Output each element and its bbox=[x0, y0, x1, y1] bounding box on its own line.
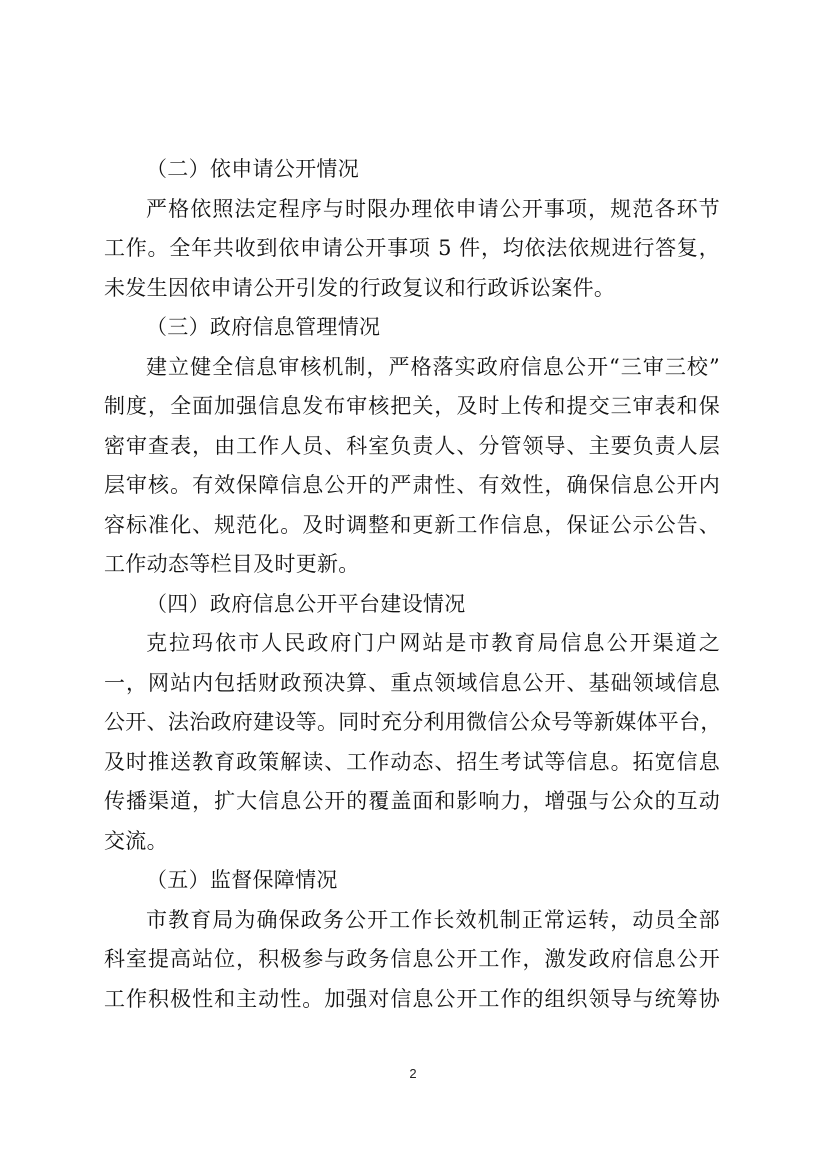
paragraph-line: 容标准化、规范化。及时调整和更新工作信息，保证公示公告、 bbox=[104, 512, 720, 537]
section-heading: （五）监督保障情况 bbox=[146, 868, 338, 892]
paragraph-line: 及时推送教育政策解读、工作动态、招生考试等信息。拓宽信息 bbox=[104, 749, 720, 774]
paragraph-line: 建立健全信息审核机制，严格落实政府信息公开“三审三校” bbox=[146, 354, 720, 379]
paragraph-line: 制度，全面加强信息发布审核把关，及时上传和提交三审表和保 bbox=[104, 394, 720, 418]
paragraph-line: 工作积极性和主动性。加强对信息公开工作的组织领导与统筹协 bbox=[104, 986, 720, 1011]
paragraph-line: 市教育局为确保政务公开工作长效机制正常运转，动员全部 bbox=[146, 907, 720, 932]
section-heading: （三）政府信息管理情况 bbox=[146, 315, 381, 339]
paragraph-line: 工作。全年共收到依申请公开事项 5 件，均依法依规进行答复， bbox=[104, 236, 720, 260]
page-number: 2 bbox=[409, 1066, 417, 1081]
paragraph-line: 克拉玛依市人民政府门户网站是市教育局信息公开渠道之 bbox=[146, 631, 720, 655]
section-heading: （四）政府信息公开平台建设情况 bbox=[146, 591, 466, 616]
paragraph-line: 未发生因依申请公开引发的行政复议和行政诉讼案件。 bbox=[104, 275, 616, 300]
paragraph-line: 科室提高站位，积极参与政务信息公开工作，激发政府信息公开 bbox=[104, 947, 720, 971]
paragraph-line: 交流。 bbox=[104, 828, 168, 853]
paragraph-line: 一，网站内包括财政预决算、重点领域信息公开、基础领域信息 bbox=[104, 670, 720, 695]
paragraph-line: 传播渠道，扩大信息公开的覆盖面和影响力，增强与公众的互动 bbox=[104, 789, 720, 813]
paragraph-line: 严格依照法定程序与时限办理依申请公开事项，规范各环节 bbox=[146, 196, 720, 221]
paragraph-line: 层审核。有效保障信息公开的严肃性、有效性，确保信息公开内 bbox=[104, 473, 720, 497]
section-heading: （二）依申请公开情况 bbox=[146, 157, 359, 181]
document-body bbox=[104, 150, 720, 1019]
paragraph-line: 密审查表，由工作人员、科室负责人、分管领导、主要负责人层 bbox=[104, 433, 720, 458]
paragraph-line: 公开、法治政府建设等。同时充分利用微信公众号等新媒体平台， bbox=[104, 710, 722, 734]
paragraph-line: 工作动态等栏目及时更新。 bbox=[104, 552, 360, 576]
